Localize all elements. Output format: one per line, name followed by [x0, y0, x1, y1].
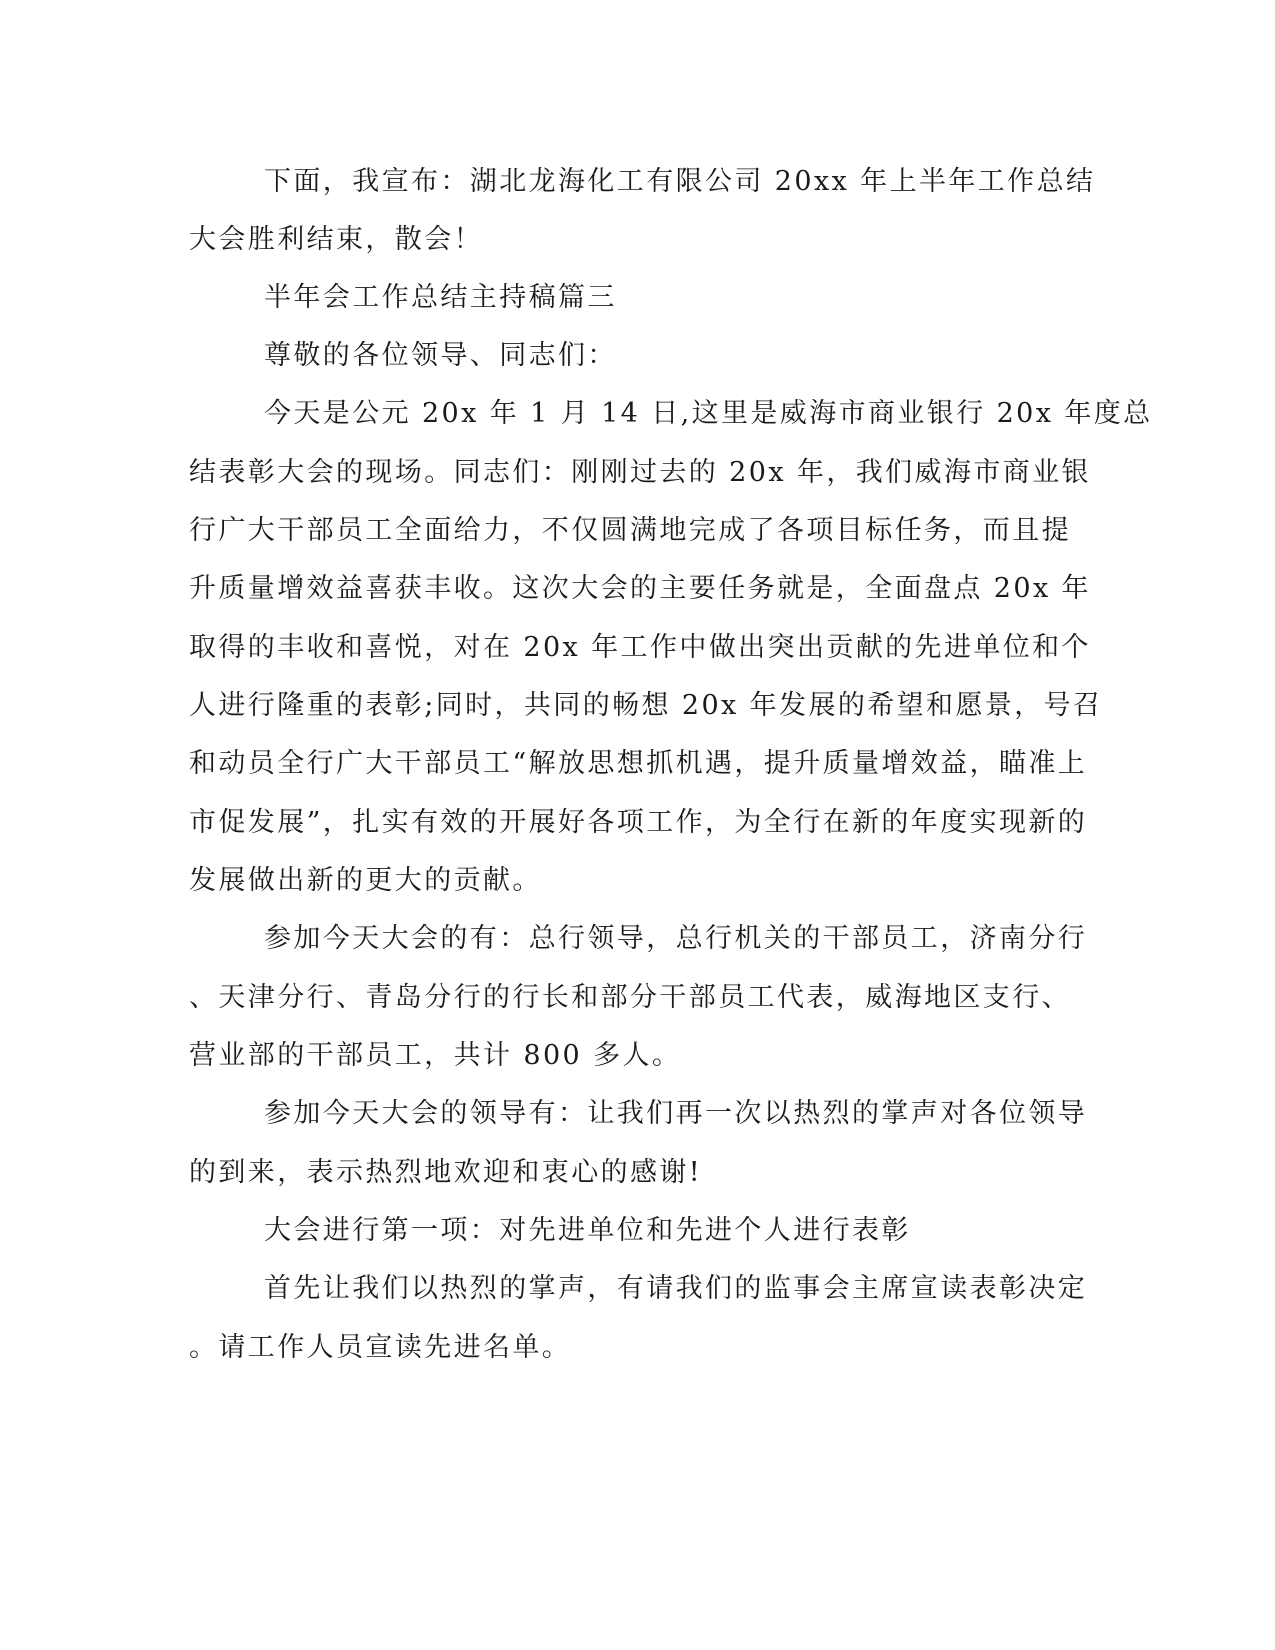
text-line-2: 大会胜利结束，散会！ — [189, 224, 483, 255]
text-line-14: 参加今天大会的有：总行领导，总行机关的干部员工，济南分行 — [264, 923, 1088, 954]
text-line-12: 市促发展”，扎实有效的开展好各项工作，为全行在新的年度实现新的 — [189, 807, 1088, 838]
text-line-7: 行广大干部员工全面给力，不仅圆满地完成了各项目标任务，而且提 — [189, 515, 1071, 546]
text-line-8: 升质量增效益喜获丰收。这次大会的主要任务就是，全面盘点 20x 年 — [189, 573, 1091, 604]
text-line-13: 发展做出新的更大的贡献。 — [189, 865, 542, 896]
text-line-5: 今天是公元 20x 年 1 月 14 日,这里是威海市商业银行 20x 年度总 — [264, 398, 1153, 429]
text-line-15: 、天津分行、青岛分行的行长和部分干部员工代表，威海地区支行、 — [189, 982, 1071, 1013]
text-line-10: 人进行隆重的表彰;同时，共同的畅想 20x 年发展的希望和愿景，号召 — [189, 690, 1103, 721]
text-line-17: 参加今天大会的领导有：让我们再一次以热烈的掌声对各位领导 — [264, 1098, 1088, 1129]
salutation: 尊敬的各位领导、同志们： — [264, 340, 617, 371]
text-line-11: 和动员全行广大干部员工“解放思想抓机遇，提升质量增效益，瞄准上 — [189, 748, 1088, 779]
text-line-16: 营业部的干部员工，共计 800 多人。 — [189, 1040, 682, 1071]
text-line-20: 首先让我们以热烈的掌声，有请我们的监事会主席宣读表彰决定 — [264, 1273, 1088, 1304]
text-line-18: 的到来，表示热烈地欢迎和衷心的感谢! — [189, 1157, 703, 1188]
text-line-21: 。请工作人员宣读先进名单。 — [189, 1332, 572, 1363]
text-line-1: 下面，我宣布：湖北龙海化工有限公司 20xx 年上半年工作总结 — [264, 166, 1096, 197]
text-line-19: 大会进行第一项：对先进单位和先进个人进行表彰 — [264, 1215, 911, 1246]
text-line-6: 结表彰大会的现场。同志们：刚刚过去的 20x 年，我们威海市商业银 — [189, 457, 1091, 488]
section-heading: 半年会工作总结主持稿篇三 — [264, 282, 617, 313]
text-line-9: 取得的丰收和喜悦，对在 20x 年工作中做出突出贡献的先进单位和个 — [189, 632, 1091, 663]
